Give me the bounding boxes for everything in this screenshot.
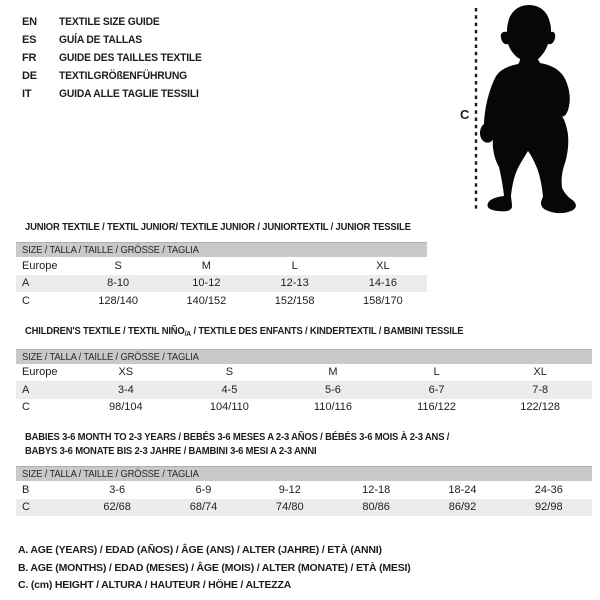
title-text: / TEXTILE DES ENFANTS / KINDERTEXTIL / BAMBINI TESSILE [191,324,464,337]
figure-area [450,0,600,220]
row-cell: 92/98 [535,501,563,514]
row-cell: 140/152 [186,294,227,307]
language-code: DE [22,70,37,82]
footnote-line [18,542,600,560]
title-subscript: /A [184,328,192,338]
row-label: A [22,383,30,396]
row-label: C [22,294,30,307]
row-cell: 12-18 [362,483,391,496]
row-cell: S [114,259,122,272]
table-column-header [16,242,427,257]
row-cell: 74/80 [276,501,304,514]
table-row [16,481,592,499]
top-area [0,0,600,215]
language-row [22,31,211,49]
table-column-header-text: SIZE / TALLA / TAILLE / GRÖSSE / TAGLIA [22,244,199,256]
title-text: BABYS 3-6 MONATE BIS 2-3 JAHRE / BAMBINI 3-6 MESI A 2-3 ANNI [25,445,317,457]
row-cell: 9-12 [278,483,301,496]
row-cell: L [291,259,298,272]
row-cell: 80/86 [362,501,390,514]
table-title [25,220,600,234]
row-cell: 14-16 [368,277,397,290]
row-label: C [22,401,30,414]
row-cell: 98/104 [108,401,143,414]
row-cell: 3-6 [109,483,126,496]
row-cell: M [328,366,338,379]
row-cell: 3-4 [117,383,134,396]
row-cell: 68/74 [189,501,218,514]
row-cell: 6-9 [195,483,212,496]
table-column-header-text: SIZE / TALLA / TAILLE / GRÖSSE / TAGLIA [22,350,199,363]
size-table-section-junior [0,220,600,310]
row-cell: 86/92 [448,501,477,514]
size-table [16,466,592,516]
language-row [22,85,211,103]
row-cell: 10-12 [192,277,221,290]
language-title: GUIDE DES TAILLES TEXTILE [59,52,202,64]
row-cell: 24-36 [534,483,563,496]
table-row [16,275,427,293]
size-table-section-children [0,324,600,417]
row-cell: XS [118,366,134,379]
row-label: A [22,277,30,290]
row-label: C [22,501,30,514]
table-title-line [25,430,543,444]
size-table [16,242,427,310]
figure-measure-label: C [460,107,470,122]
title-text: BABIES 3-6 MONTH TO 2-3 YEARS / BEBÉS 3-6 MESES A 2-3 AÑOS / BÉBÉS 3-6 MOIS À 2-3 ANS / [25,431,450,443]
size-table [16,349,592,417]
table-column-header [16,349,592,364]
row-cell: 158/170 [362,294,403,307]
table-row [16,364,592,382]
language-code: EN [22,16,37,28]
table-column-header-text: SIZE / TALLA / TAILLE / GRÖSSE / TAGLIA [22,468,199,480]
language-row [22,67,211,85]
language-guide-list [22,13,211,103]
row-cell: L [433,366,440,379]
footnote-text: B. AGE (MONTHS) / EDAD (MESES) / ÂGE (MOIS) / ALTER (MONATE) / ETÀ (MESI) [18,561,411,574]
table-row [16,257,427,275]
row-cell: 110/116 [313,401,353,414]
row-cell: XL [376,259,390,272]
language-row [22,13,211,31]
row-label: Europe [22,366,58,379]
table-title-line [25,324,543,341]
language-title: TEXTILE SIZE GUIDE [59,16,160,28]
table-title [25,324,600,341]
row-cell: 7-8 [532,383,549,396]
row-cell: 6-7 [428,383,445,396]
row-cell: 18-24 [448,483,477,496]
size-tables-area [0,220,600,516]
row-cell: 4-5 [221,383,238,396]
row-cell: 116/122 [417,401,457,414]
table-row [16,292,427,310]
table-title [25,430,600,458]
title-text: JUNIOR TEXTILE / TEXTIL JUNIOR/ TEXTILE JUNIOR / JUNIORTEXTIL / JUNIOR TESSILE [25,221,411,233]
row-cell: 62/68 [103,501,131,514]
language-title: GUIDA ALLE TAGLIE TESSILI [59,88,199,100]
footnote-text: A. AGE (YEARS) / EDAD (AÑOS) / ÂGE (ANS) / ALTER (JAHRE) / ETÀ (ANNI) [18,544,382,556]
table-title-line [25,444,543,458]
row-cell: M [201,259,211,272]
table-row [16,499,592,517]
language-title: GUÍA DE TALLAS [59,34,142,46]
footnotes-list [18,542,600,595]
table-title-line [25,220,543,234]
row-cell: 152/158 [274,294,315,307]
language-code: FR [22,52,37,64]
language-row [22,49,211,67]
row-cell: 104/110 [209,401,249,414]
footnote-line [18,577,600,595]
table-row [16,381,592,399]
size-table-section-babies [0,430,600,516]
row-cell: XL [533,366,547,379]
row-cell: S [225,366,234,379]
language-code: IT [22,88,32,100]
title-text: CHILDREN'S TEXTILE / TEXTIL NIÑO [25,324,185,337]
row-label: B [22,483,30,496]
row-cell: 122/128 [520,401,561,414]
table-column-header [16,466,592,481]
row-cell: 128/140 [98,294,138,307]
row-label: Europe [22,259,58,272]
language-title: TEXTILGRÖßENFÜHRUNG [59,70,187,82]
footnote-text: C. (cm) HEIGHT / ALTURA / HAUTEUR / HÖHE / ALTEZZA [18,579,292,591]
toddler-figure-svg [450,0,600,220]
row-cell: 8-10 [107,277,130,290]
footnote-line [18,560,600,578]
toddler-silhouette [480,5,576,213]
row-cell: 5-6 [325,383,341,396]
language-code: ES [22,34,37,46]
row-cell: 12-13 [280,277,309,290]
table-row [16,399,592,417]
